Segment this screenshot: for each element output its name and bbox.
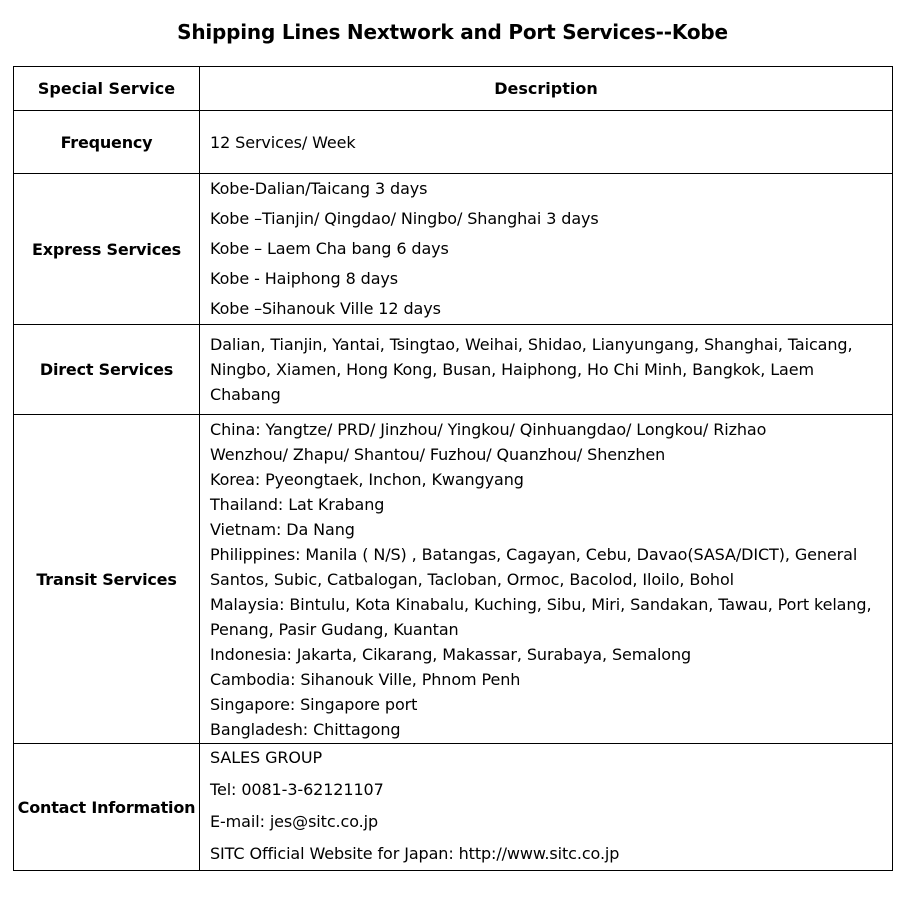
table-header-row xyxy=(14,67,893,111)
transit-line: Indonesia: Jakarta, Cikarang, Makassar, Surabaya, Semalong xyxy=(210,644,692,664)
contact-group: SALES GROUP xyxy=(210,748,323,767)
transit-line: Thailand: Lat Krabang xyxy=(210,494,385,514)
direct-ports-line: Dalian, Tianjin, Yantai, Tsingtao, Weihai, Shidao, Lianyungang, Shanghai, Taicang, xyxy=(210,335,853,354)
frequency-value: 12 Services/ Week xyxy=(200,111,893,174)
services-table xyxy=(13,66,893,871)
table-row-direct-services xyxy=(14,325,893,415)
contact-email: E-mail: jes@sitc.co.jp xyxy=(210,812,378,831)
direct-services-ports xyxy=(200,325,893,415)
transit-line: Singapore: Singapore port xyxy=(210,694,418,714)
transit-line: China: Yangtze/ PRD/ Jinzhou/ Yingkou/ Qinhuangdao/ Longkou/ Rizhao xyxy=(210,419,767,439)
frequency-label: Frequency xyxy=(14,111,200,174)
transit-line: Cambodia: Sihanouk Ville, Phnom Penh xyxy=(210,669,521,689)
express-route: Kobe-Dalian/Taicang 3 days xyxy=(210,179,428,198)
express-route: Kobe - Haiphong 8 days xyxy=(210,269,399,288)
contact-information-label: Contact Information xyxy=(14,744,200,871)
transit-services-list xyxy=(200,415,893,744)
contact-phone: Tel: 0081-3-62121107 xyxy=(210,780,384,799)
express-route: Kobe –Sihanouk Ville 12 days xyxy=(210,299,441,318)
header-special-service: Special Service xyxy=(14,67,200,111)
transit-line: Penang, Pasir Gudang, Kuantan xyxy=(210,619,459,639)
direct-services-label: Direct Services xyxy=(14,325,200,415)
header-description: Description xyxy=(200,67,893,111)
transit-line: Korea: Pyeongtaek, Inchon, Kwangyang xyxy=(210,469,524,489)
express-services-list xyxy=(200,174,893,325)
express-route: Kobe –Tianjin/ Qingdao/ Ningbo/ Shanghai 3 days xyxy=(210,209,599,228)
table-row-transit-services xyxy=(14,415,893,744)
table-row-express-services xyxy=(14,174,893,325)
page-title: Shipping Lines Nextwork and Port Services--Kobe xyxy=(177,20,728,44)
table-row-frequency xyxy=(14,111,893,174)
transit-line: Vietnam: Da Nang xyxy=(210,519,355,539)
transit-line: Philippines: Manila ( N/S) , Batangas, Cagayan, Cebu, Davao(SASA/DICT), General xyxy=(210,544,858,564)
contact-information-details xyxy=(200,744,893,871)
transit-services-label: Transit Services xyxy=(14,415,200,744)
express-route: Kobe – Laem Cha bang 6 days xyxy=(210,239,449,258)
transit-line: Santos, Subic, Catbalogan, Tacloban, Ormoc, Bacolod, Iloilo, Bohol xyxy=(210,569,735,589)
transit-line: Wenzhou/ Zhapu/ Shantou/ Fuzhou/ Quanzhou/ Shenzhen xyxy=(210,444,666,464)
express-services-label: Express Services xyxy=(14,174,200,325)
direct-ports-line: Ningbo, Xiamen, Hong Kong, Busan, Haiphong, Ho Chi Minh, Bangkok, Laem xyxy=(210,360,814,379)
transit-line: Malaysia: Bintulu, Kota Kinabalu, Kuching, Sibu, Miri, Sandakan, Tawau, Port kelang, xyxy=(210,594,872,614)
transit-line: Bangladesh: Chittagong xyxy=(210,719,401,739)
direct-ports-line: Chabang xyxy=(210,385,281,404)
table-row-contact-information xyxy=(14,744,893,871)
contact-website: SITC Official Website for Japan: http://www.sitc.co.jp xyxy=(210,844,620,863)
